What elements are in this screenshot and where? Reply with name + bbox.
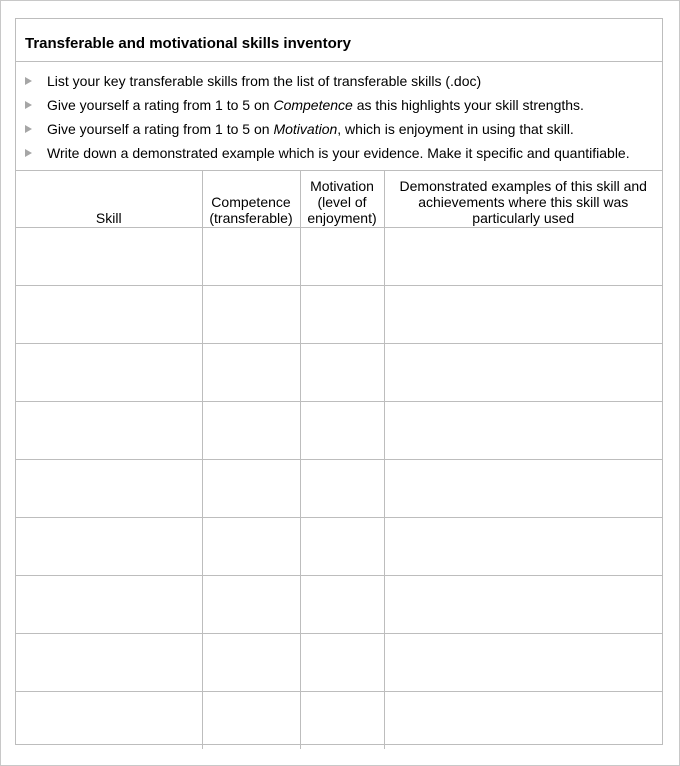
cell-examples[interactable]: [384, 692, 662, 750]
table-row: [16, 576, 662, 634]
cell-motivation[interactable]: [300, 402, 384, 460]
inventory-sheet: [15, 18, 663, 745]
cell-skill[interactable]: [16, 634, 202, 692]
cell-skill[interactable]: [16, 576, 202, 634]
column-header-competence: Competence (transferable): [202, 171, 300, 228]
skills-table-wrapper: [16, 171, 662, 744]
instructions-list: [16, 62, 662, 171]
cell-competence[interactable]: [202, 228, 300, 286]
cell-skill[interactable]: [16, 518, 202, 576]
skills-table: [16, 171, 662, 749]
instruction-text: Write down a demonstrated example which is your evidence. Make it specific and quantifiable.: [47, 145, 630, 161]
cell-examples[interactable]: [384, 634, 662, 692]
table-row: [16, 634, 662, 692]
cell-skill[interactable]: [16, 460, 202, 518]
cell-examples[interactable]: [384, 286, 662, 344]
cell-motivation[interactable]: [300, 634, 384, 692]
column-header-motivation: Motivation (level of enjoyment): [300, 171, 384, 228]
cell-examples[interactable]: [384, 402, 662, 460]
instruction-item: [16, 95, 662, 115]
cell-examples[interactable]: [384, 228, 662, 286]
cell-skill[interactable]: [16, 228, 202, 286]
table-row: [16, 344, 662, 402]
cell-skill[interactable]: [16, 344, 202, 402]
cell-motivation[interactable]: [300, 576, 384, 634]
triangle-bullet-icon: [25, 77, 32, 85]
cell-competence[interactable]: [202, 576, 300, 634]
cell-competence[interactable]: [202, 518, 300, 576]
cell-competence[interactable]: [202, 460, 300, 518]
cell-examples[interactable]: [384, 460, 662, 518]
instruction-item: [16, 71, 662, 91]
instruction-item: [16, 119, 662, 139]
title-row: [16, 19, 662, 62]
table-row: [16, 518, 662, 576]
instruction-text: List your key transferable skills from the list of transferable skills (.doc): [47, 73, 482, 89]
cell-competence[interactable]: [202, 692, 300, 750]
cell-competence[interactable]: [202, 286, 300, 344]
table-row: [16, 460, 662, 518]
triangle-bullet-icon: [25, 149, 32, 157]
column-header-skill: Skill: [16, 171, 202, 228]
table-header-row: [16, 171, 662, 228]
cell-motivation[interactable]: [300, 228, 384, 286]
cell-competence[interactable]: [202, 634, 300, 692]
instruction-text: Give yourself a rating from 1 to 5 on Motivation, which is enjoyment in using that skill.: [47, 121, 574, 137]
cell-competence[interactable]: [202, 344, 300, 402]
instruction-text: Give yourself a rating from 1 to 5 on Competence as this highlights your skill strengths.: [47, 97, 584, 113]
cell-examples[interactable]: [384, 518, 662, 576]
cell-motivation[interactable]: [300, 344, 384, 402]
page-title: Transferable and motivational skills inventory: [25, 35, 351, 52]
instruction-item: [16, 143, 662, 163]
cell-examples[interactable]: [384, 576, 662, 634]
cell-motivation[interactable]: [300, 518, 384, 576]
triangle-bullet-icon: [25, 101, 32, 109]
table-row: [16, 402, 662, 460]
cell-skill[interactable]: [16, 286, 202, 344]
table-row: [16, 228, 662, 286]
table-body: [16, 228, 662, 750]
table-row: [16, 692, 662, 750]
cell-motivation[interactable]: [300, 460, 384, 518]
cell-skill[interactable]: [16, 692, 202, 750]
cell-motivation[interactable]: [300, 286, 384, 344]
triangle-bullet-icon: [25, 125, 32, 133]
cell-examples[interactable]: [384, 344, 662, 402]
cell-motivation[interactable]: [300, 692, 384, 750]
cell-competence[interactable]: [202, 402, 300, 460]
table-row: [16, 286, 662, 344]
column-header-examples: Demonstrated examples of this skill and achievements where this skill was particularly used: [384, 171, 662, 228]
cell-skill[interactable]: [16, 402, 202, 460]
